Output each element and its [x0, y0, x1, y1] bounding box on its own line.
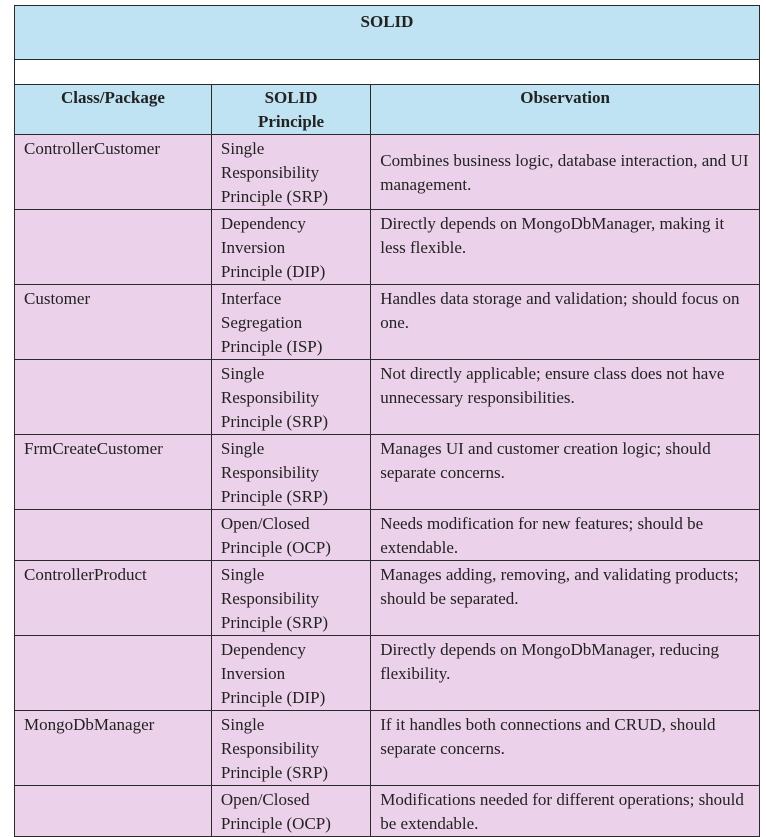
- principle-line: Single: [220, 139, 265, 158]
- table-row: [15, 711, 760, 786]
- observation-cell: Manages UI and customer creation logic; should separate concerns.: [371, 435, 760, 510]
- table-row: [15, 360, 760, 435]
- header-solid-principle: [211, 85, 370, 135]
- solid-table-document: [14, 5, 760, 837]
- principle-line: Single: [220, 565, 265, 584]
- principle-line: Single: [220, 439, 265, 458]
- observation-cell: If it handles both connections and CRUD, should separate concerns.: [371, 711, 760, 786]
- principle-line: Principle (DIP): [220, 262, 326, 281]
- class-cell: ControllerProduct: [15, 561, 212, 636]
- solid-table: [14, 5, 760, 837]
- blank-row: [15, 60, 760, 85]
- principle-line: Principle (ISP): [220, 337, 323, 356]
- principle-line: Responsibility: [220, 589, 320, 608]
- principle-line: Segregation: [220, 313, 303, 332]
- class-cell: ControllerCustomer: [15, 135, 212, 210]
- principle-line: Inversion: [220, 238, 286, 257]
- principle-line: Single: [220, 715, 265, 734]
- principle-cell: [211, 210, 370, 285]
- blank-cell: [15, 60, 760, 85]
- table-row: [15, 135, 760, 210]
- principle-cell: [211, 360, 370, 435]
- principle-line: Inversion: [220, 664, 286, 683]
- principle-line: Responsibility: [220, 463, 320, 482]
- principle-cell: [211, 435, 370, 510]
- principle-line: Dependency: [220, 640, 306, 659]
- principle-line: Principle (SRP): [220, 187, 329, 206]
- principle-cell: [211, 786, 370, 837]
- observation-cell: Handles data storage and validation; should focus on one.: [371, 285, 760, 360]
- principle-cell: [211, 510, 370, 561]
- class-cell: [15, 510, 212, 561]
- table-row: [15, 210, 760, 285]
- principle-line: Principle (SRP): [220, 412, 329, 431]
- principle-line: Principle (SRP): [220, 763, 329, 782]
- class-cell: [15, 360, 212, 435]
- principle-line: Open/Closed: [220, 790, 310, 809]
- principle-line: Principle (SRP): [220, 613, 329, 632]
- observation-cell: Combines business logic, database interaction, and UI management.: [371, 135, 760, 210]
- observation-cell: Manages adding, removing, and validating products; should be separated.: [371, 561, 760, 636]
- header-observation: Observation: [371, 85, 760, 135]
- principle-line: Principle (OCP): [220, 538, 331, 557]
- observation-cell: Not directly applicable; ensure class does not have unnecessary responsibilities.: [371, 360, 760, 435]
- principle-line: Principle (OCP): [220, 814, 331, 833]
- principle-line: Single: [220, 364, 265, 383]
- table-title: SOLID: [15, 6, 760, 60]
- principle-line: Interface: [220, 289, 282, 308]
- observation-cell: Directly depends on MongoDbManager, reducing flexibility.: [371, 636, 760, 711]
- header-class-package: Class/Package: [15, 85, 212, 135]
- title-row: [15, 6, 760, 60]
- header-principle-line2: Principle: [258, 112, 325, 131]
- table-row: [15, 636, 760, 711]
- table-row: [15, 786, 760, 837]
- principle-line: Principle (SRP): [220, 487, 329, 506]
- observation-cell: Directly depends on MongoDbManager, making it less flexible.: [371, 210, 760, 285]
- class-cell: Customer: [15, 285, 212, 360]
- table-row: [15, 561, 760, 636]
- principle-cell: [211, 636, 370, 711]
- principle-line: Responsibility: [220, 388, 320, 407]
- principle-line: Responsibility: [220, 739, 320, 758]
- principle-line: Responsibility: [220, 163, 320, 182]
- class-cell: [15, 636, 212, 711]
- observation-cell: Modifications needed for different operations; should be extendable.: [371, 786, 760, 837]
- principle-line: Principle (DIP): [220, 688, 326, 707]
- class-cell: [15, 786, 212, 837]
- principle-line: Open/Closed: [220, 514, 310, 533]
- class-cell: MongoDbManager: [15, 711, 212, 786]
- principle-line: Dependency: [220, 214, 306, 233]
- header-row: [15, 85, 760, 135]
- table-row: [15, 285, 760, 360]
- class-cell: FrmCreateCustomer: [15, 435, 212, 510]
- table-row: [15, 510, 760, 561]
- principle-cell: [211, 285, 370, 360]
- table-row: [15, 435, 760, 510]
- observation-cell: Needs modification for new features; should be extendable.: [371, 510, 760, 561]
- header-principle-line1: SOLID: [264, 88, 318, 107]
- class-cell: [15, 210, 212, 285]
- principle-cell: [211, 135, 370, 210]
- principle-cell: [211, 561, 370, 636]
- principle-cell: [211, 711, 370, 786]
